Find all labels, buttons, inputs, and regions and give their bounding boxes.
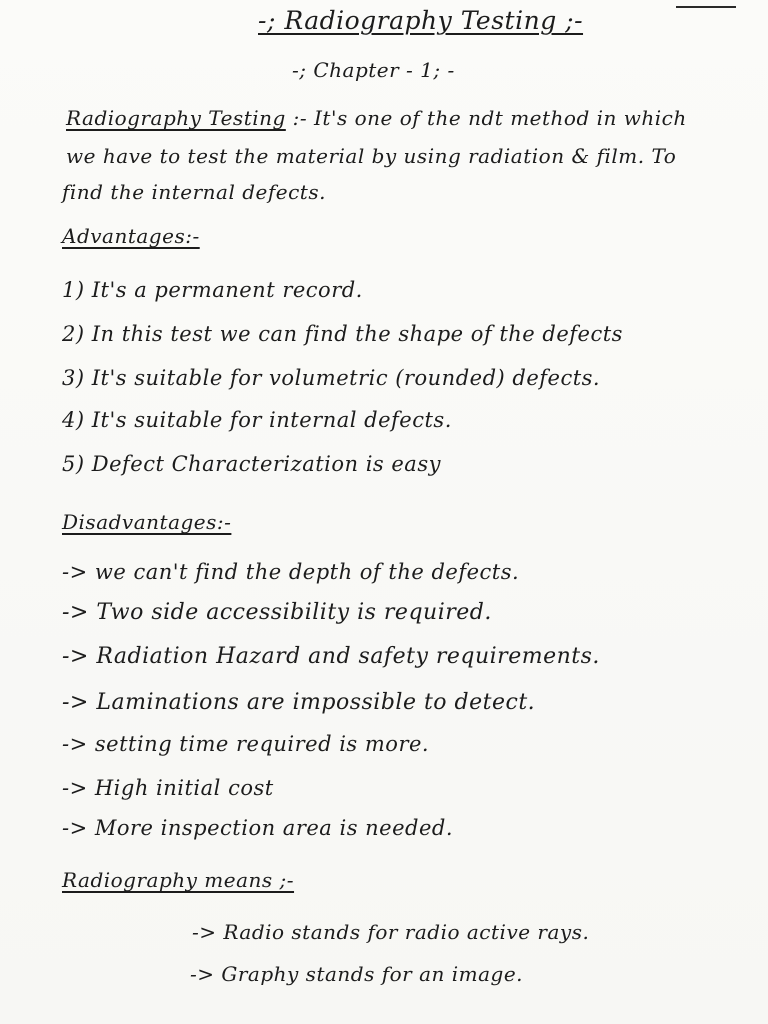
- disadvantage-item: -> setting time required is more.: [62, 732, 430, 756]
- definition-line-3: find the internal defects.: [62, 180, 326, 204]
- page-title: -; Radiography Testing ;-: [258, 6, 584, 35]
- disadvantage-item: -> High initial cost: [62, 776, 274, 800]
- disadvantage-item: -> Two side accessibility is required.: [62, 600, 492, 625]
- meaning-item: -> Radio stands for radio active rays.: [192, 920, 590, 944]
- definition-term: Radiography Testing: [66, 106, 286, 130]
- advantage-item: 1) It's a permanent record.: [62, 278, 363, 302]
- disadvantage-item: -> we can't find the depth of the defects.: [62, 560, 520, 584]
- disadvantages-heading: Disadvantages:-: [62, 510, 232, 534]
- definition-line-1: [66, 106, 687, 130]
- advantages-heading: Advantages:-: [62, 224, 200, 248]
- advantage-item: 3) It's suitable for volumetric (rounded) defects.: [62, 366, 601, 390]
- corner-pen-mark: [676, 6, 736, 8]
- advantage-item: 2) In this test we can find the shape of the defects: [62, 322, 623, 346]
- disadvantage-item: -> Radiation Hazard and safety requirements.: [62, 644, 600, 669]
- disadvantage-item: -> Laminations are impossible to detect.: [62, 690, 536, 715]
- advantage-item: 4) It's suitable for internal defects.: [62, 408, 452, 432]
- chapter-label: -; Chapter - 1; -: [292, 58, 455, 82]
- advantage-item: 5) Defect Characterization is easy: [62, 452, 441, 476]
- meaning-item: -> Graphy stands for an image.: [190, 962, 524, 986]
- meaning-heading: Radiography means ;-: [62, 868, 295, 892]
- definition-text-1: :- It's one of the ndt method in which: [292, 106, 687, 130]
- definition-line-2: we have to test the material by using radiation & film. To: [66, 144, 677, 168]
- disadvantage-item: -> More inspection area is needed.: [62, 816, 454, 840]
